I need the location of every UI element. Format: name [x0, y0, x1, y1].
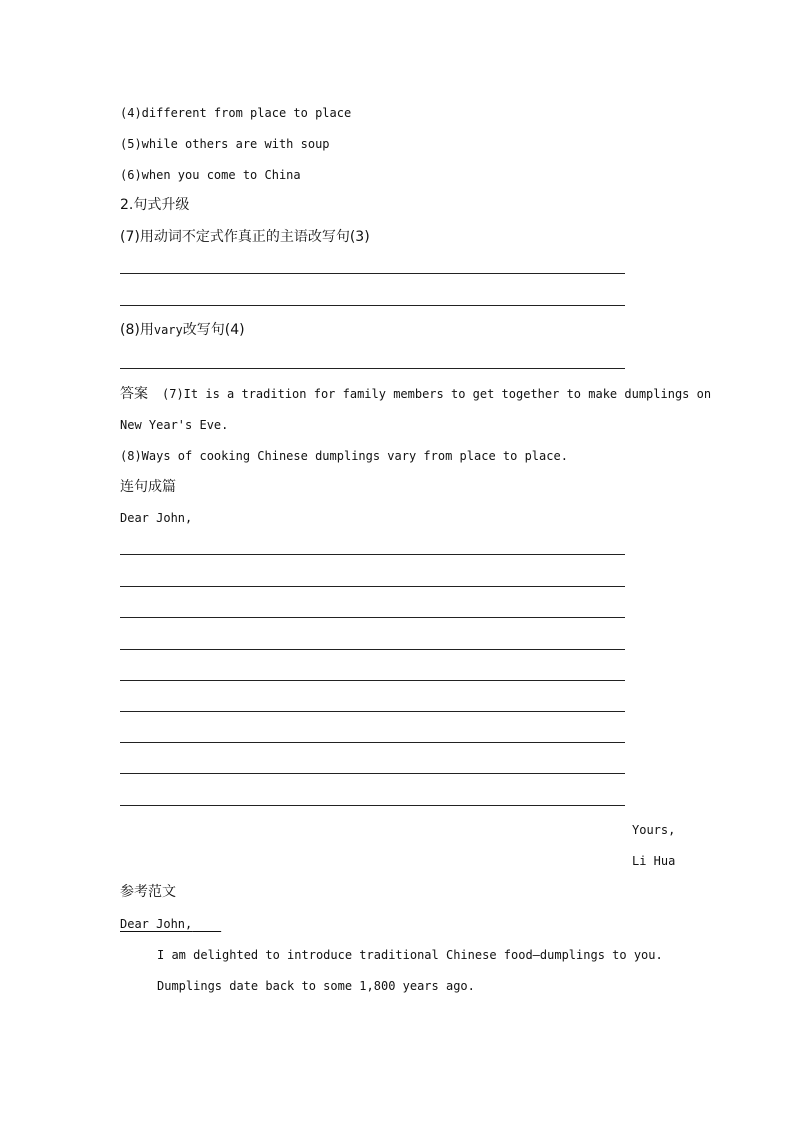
section-heading-compose-passage: 连句成篇	[120, 479, 176, 495]
sample-line-1: I am delighted to introduce traditional Chinese food—dumplings to you.	[157, 948, 663, 962]
answer-blank-line	[120, 368, 625, 369]
sample-line-2: Dumplings date back to some 1,800 years ago.	[157, 979, 475, 993]
phrase-6: (6)when you come to China	[120, 168, 301, 182]
answer-blank-line	[120, 305, 625, 306]
letter-greeting: Dear John,	[120, 511, 193, 525]
phrase-4: (4)different from place to place	[120, 106, 352, 120]
answer-8: (8)Ways of cooking Chinese dumplings vary from place to place.	[120, 449, 568, 463]
sample-essay-heading: 参考范文	[120, 884, 176, 900]
question-8-prefix: (8)用	[120, 322, 154, 338]
answer-7-line-1	[120, 386, 711, 402]
writing-line	[120, 805, 625, 806]
question-7-prompt: (7)用动词不定式作真正的主语改写句(3)	[120, 229, 370, 245]
question-8-prompt	[120, 322, 245, 338]
answer-7-text: (7)It is a tradition for family members to get together to make dumplings on	[162, 387, 712, 401]
writing-line	[120, 617, 625, 618]
answer-blank-line	[120, 273, 625, 274]
answer-7-line-2: New Year's Eve.	[120, 418, 229, 432]
writing-line	[120, 773, 625, 774]
letter-signature: Li Hua	[632, 854, 676, 868]
answer-label: 答案	[120, 386, 148, 402]
section-heading-sentence-upgrade: 2.句式升级	[120, 197, 190, 213]
sample-greeting-underline-pad	[192, 917, 221, 931]
question-8-suffix: 改写句(4)	[182, 322, 245, 338]
writing-line	[120, 680, 625, 681]
letter-closing: Yours,	[632, 823, 676, 837]
phrase-5: (5)while others are with soup	[120, 137, 330, 151]
writing-line	[120, 554, 625, 555]
writing-line	[120, 586, 625, 587]
writing-line	[120, 649, 625, 650]
sample-greeting-text: Dear John,	[120, 917, 193, 931]
writing-line	[120, 711, 625, 712]
writing-line	[120, 742, 625, 743]
question-8-keyword: vary	[153, 323, 183, 337]
sample-greeting	[120, 916, 221, 932]
